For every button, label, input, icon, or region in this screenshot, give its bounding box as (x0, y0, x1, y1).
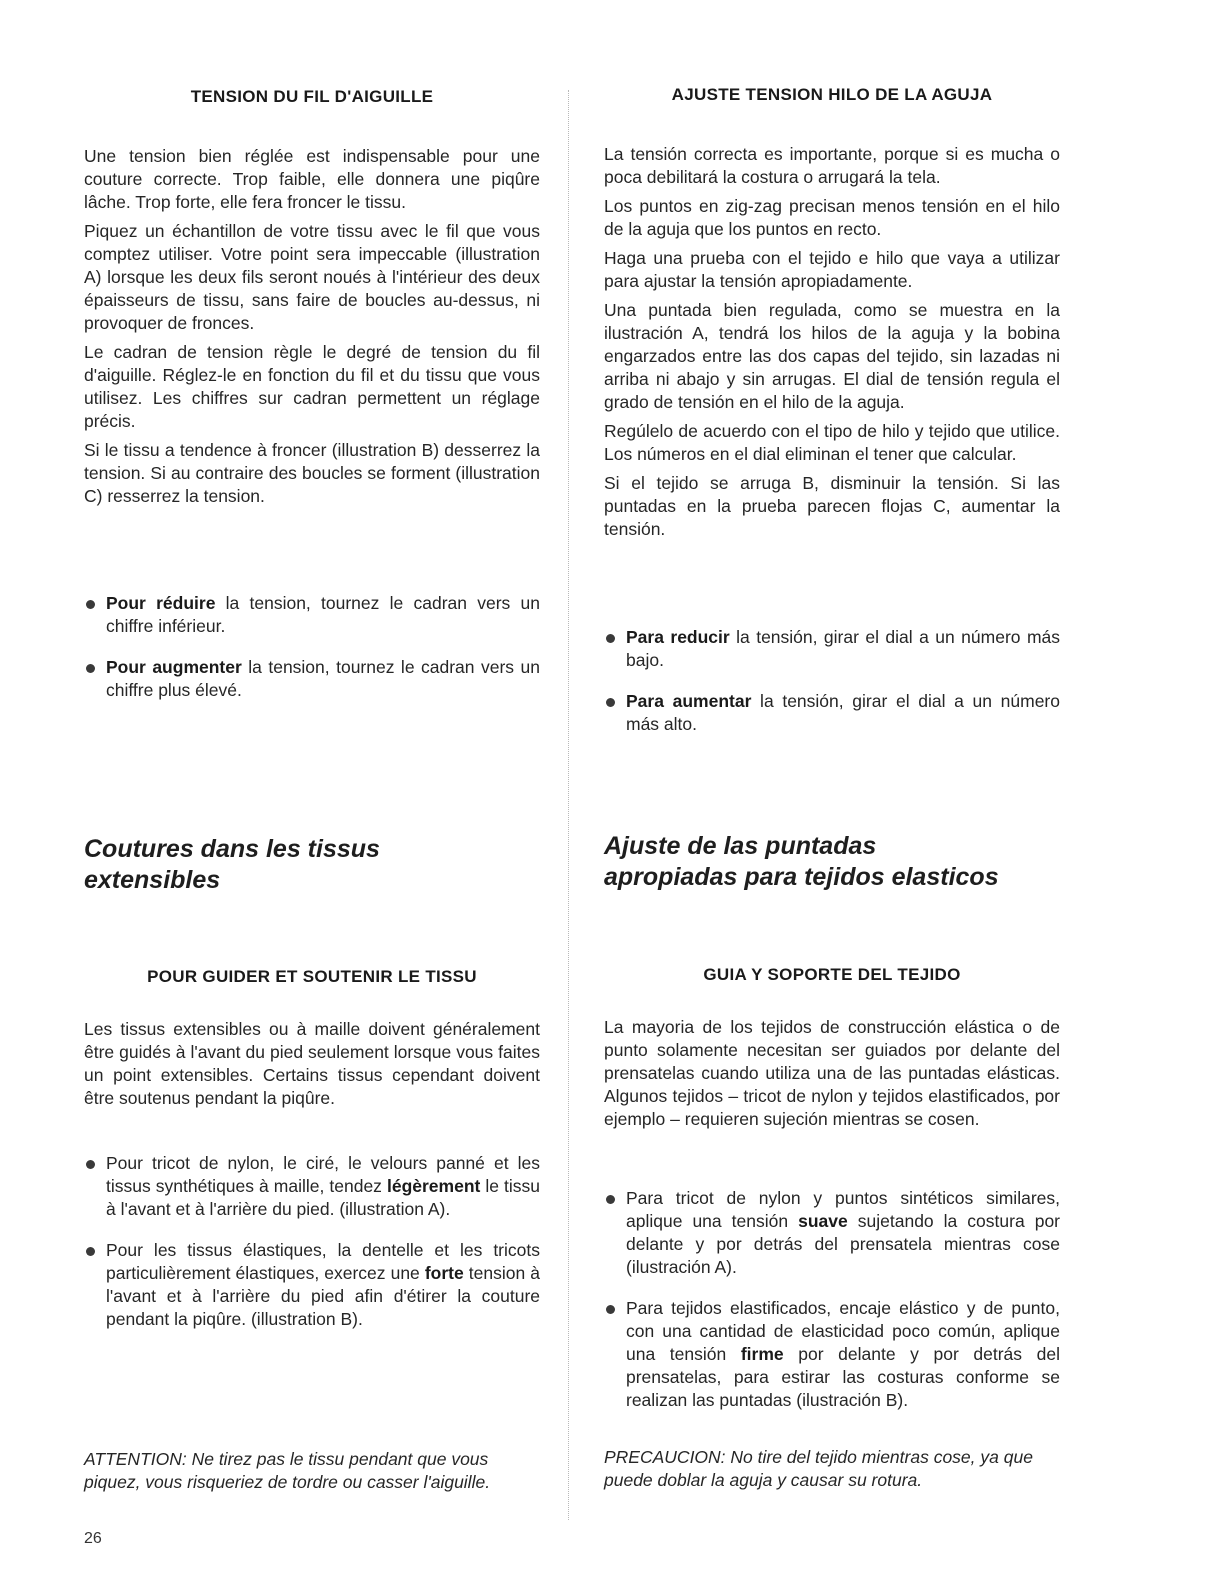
section-title-line: apropiadas para tejidos elasticos (604, 863, 999, 891)
tension-text-es (604, 143, 1060, 547)
attention-note-fr: ATTENTION: Ne tirez pas le tissu pendant que vous piquez, vous risqueriez de tordre ou casser l'aiguille. (84, 1449, 491, 1492)
paragraph: Regúlelo de acuerdo con el tipo de hilo y tejido que utilice. Los números en el dial eliminan el tener que calcular. (604, 421, 1060, 464)
bullet-bold-text: Pour augmenter (106, 657, 242, 677)
paragraph: Una puntada bien regulada, como se muestra en la ilustración A, tendrá los hilos de la aguja y la bobina engarzados entre las dos capas del tejido, sin lazadas ni arriba ni abajo y sin arrugas. El dial de tensión regula el grado de tensión en el hilo de la aguja. (604, 300, 1060, 412)
paragraph: La tensión correcta es importante, porque si es mucha o poca debilitará la costura o arrugará la tela. (604, 144, 1060, 187)
section-title-line: Ajuste de las puntadas (604, 832, 877, 860)
page-number: 26 (84, 1530, 102, 1547)
list-item (604, 626, 1060, 672)
bullet-text: tension à l'avant et à l'arrière du pied afin d'étirer la couture pendant la piqûre. (illustration B). (106, 1263, 540, 1329)
guide-heading-fr: POUR GUIDER ET SOUTENIR LE TISSU (147, 967, 477, 986)
paragraph: Haga una prueba con el tejido e hilo que vaya a utilizar para ajustar la tensión apropiadamente. (604, 248, 1060, 291)
bullet-bold-text: Pour réduire (106, 593, 216, 613)
paragraph: Si el tejido se arruga B, disminuir la tensión. Si las puntadas en la prueba parecen flojas C, aumentar la tensión. (604, 473, 1060, 539)
tension-bullets-fr (84, 592, 540, 720)
guide-text-fr (84, 1018, 540, 1116)
bullet-text: Pour les tissus élastiques, la dentelle et les tricots particulièrement élastiques, exercez une (106, 1240, 540, 1283)
bullet-bold-text: légèrement (386, 1176, 481, 1196)
section-title-es (604, 831, 1060, 893)
bullet-text: sujetando la costura por delante y por detrás del prensatela mientras cose (ilustración A). (626, 1211, 1061, 1277)
tension-bullets-es (604, 626, 1060, 754)
list-item (84, 1152, 540, 1221)
bullet-text: Para tricot de nylon y puntos sintéticos similares, aplique una tensión (626, 1188, 1060, 1231)
paragraph: Piquez un échantillon de votre tissu avec le fil que vous comptez utiliser. Votre point sera impeccable (illustration A) lorsque les deux fils seront noués à l'intérieur des deux épaisseurs de tissu, sans faire de boucles au-dessus, ni provoquer de fronces. (84, 221, 540, 333)
paragraph: Les tissus extensibles ou à maille doivent généralement être guidés à l'avant du pied seulement lorsque vous faites un point extensibles. Certains tissus cependant doivent être soutenus pendant la piqûre. (84, 1019, 540, 1108)
guide-text-es (604, 1016, 1060, 1137)
bullet-icon (606, 1305, 615, 1314)
bullet-icon (606, 698, 615, 707)
precaucion-note-es: PRECAUCION: No tire del tejido mientras cose, ya que puede doblar la aguja y causar su rotura. (604, 1447, 1033, 1490)
bullet-icon (606, 1195, 615, 1204)
bullet-text: la tension, tournez le cadran vers un chiffre plus élevé. (106, 657, 540, 700)
bullet-text: por delante y por detrás del prensatelas, para estirar las costuras conforme se realizan las puntadas (ilustración B). (626, 1344, 1060, 1410)
bullet-bold-text: firme (740, 1344, 784, 1364)
section-title-fr (84, 834, 540, 896)
bullet-icon (606, 634, 615, 643)
list-item (604, 690, 1060, 736)
bullet-icon (86, 1160, 95, 1169)
bullet-icon (86, 600, 95, 609)
tension-heading-fr: TENSION DU FIL D'AIGUILLE (190, 87, 434, 106)
tension-heading-es: AJUSTE TENSION HILO DE LA AGUJA (671, 85, 993, 104)
tension-text-fr (84, 145, 540, 514)
column-divider (568, 90, 569, 1520)
paragraph: Le cadran de tension règle le degré de tension du fil d'aiguille. Réglez-le en fonction du fil et du tissu que vous utilisez. Les chiffres sur cadran permettent un réglage précis. (84, 342, 540, 431)
paragraph: La mayoria de los tejidos de construcción elástica o de punto solamente necesitan ser guiados por delante del prensatelas cuando utiliza una de las puntadas elásticas. Algunos tejidos – tricot de nylon y tejidos elastificados, por ejemplo – requieren sujeción mientras se cosen. (604, 1017, 1060, 1129)
list-item (604, 1187, 1060, 1279)
list-item (84, 592, 540, 638)
list-item (84, 656, 540, 702)
bullet-text: la tensión, girar el dial a un número más alto. (626, 691, 1060, 734)
bullet-icon (86, 664, 95, 673)
bullet-text: Pour tricot de nylon, le ciré, le velours panné et les tissus synthétiques à maille, tendez (106, 1153, 540, 1196)
bullet-text: le tissu à l'avant et à l'arrière du pied. (illustration A). (106, 1176, 540, 1219)
bullet-bold-text: Para aumentar (626, 691, 752, 711)
guide-heading-es: GUIA Y SOPORTE DEL TEJIDO (703, 965, 961, 984)
bullet-text: Para tejidos elastificados, encaje elástico y de punto, con una cantidad de elasticidad poco común, aplique una tensión (626, 1298, 1060, 1364)
guide-bullets-es (604, 1187, 1060, 1430)
bullet-bold-text: forte (424, 1263, 464, 1283)
bullet-bold-text: Para reducir (626, 627, 730, 647)
bullet-text: la tensión, girar el dial a un número más bajo. (626, 627, 1061, 670)
section-title-line: Coutures dans les tissus (84, 835, 380, 863)
paragraph: Si le tissu a tendence à froncer (illustration B) desserrez la tension. Si au contraire des boucles se forment (illustration C) resserrez la tension. (84, 440, 540, 506)
section-title-line: extensibles (84, 866, 221, 894)
bullet-bold-text: suave (798, 1211, 848, 1231)
paragraph: Los puntos en zig-zag precisan menos tensión en el hilo de la aguja que los puntos en recto. (604, 196, 1060, 239)
paragraph: Une tension bien réglée est indispensable pour une couture correcte. Trop faible, elle donnera une piqûre lâche. Trop forte, elle fera froncer le tissu. (84, 146, 540, 212)
guide-bullets-fr (84, 1152, 540, 1349)
bullet-text: la tension, tournez le cadran vers un chiffre inférieur. (106, 593, 540, 636)
bullet-icon (86, 1247, 95, 1256)
list-item (604, 1297, 1060, 1412)
list-item (84, 1239, 540, 1331)
